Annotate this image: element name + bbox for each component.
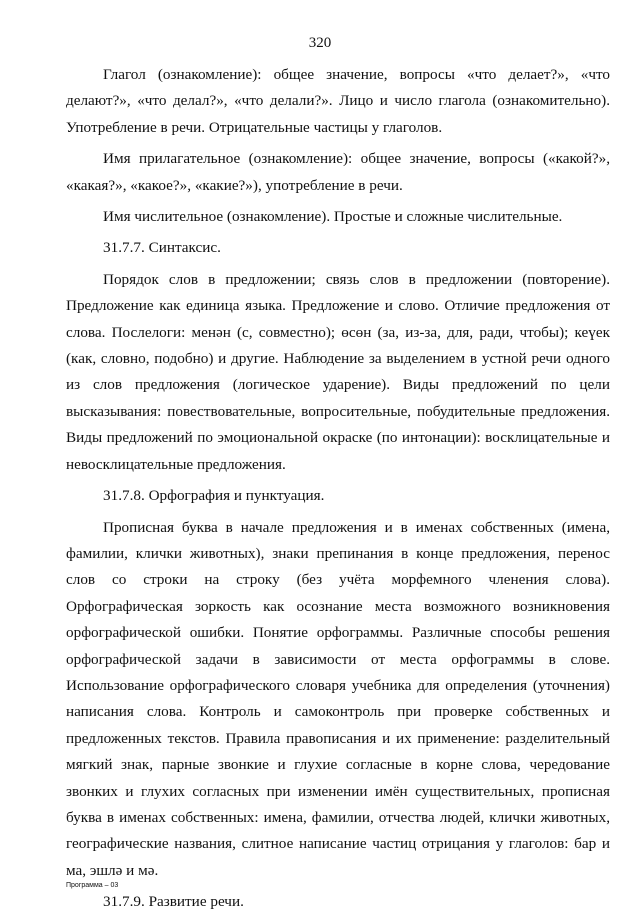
paragraph-verb: Глагол (ознакомление): общее значение, вопросы «что делает?», «что делают?», «что делал?», «что делали?». Лицо и число глагола (ознакомительно). Употребление в речи. Отрицательные частицы у глаголов. [66, 66, 610, 136]
paragraph-syntax: Порядок слов в предложении; связь слов в предложении (повторение). Предложение как единица языка. Предложение и слово. Отличие предложения от слова. Послелоги: менән (с, совместно); өсөн (за, из-за, для, ради, чтобы); кеүек (как, словно, подобно) и другие. Наблюдение за выделением в устной речи одного из слов предложения (логическое ударение). Виды предложений по цели высказывания: повествовательные, вопросительные, побудительные предложения. Виды предложений по эмоциональной окраске (по интонации): восклицательные и невосклицательные предложения. [66, 270, 610, 473]
page-number: 320 [308, 35, 332, 51]
paragraph-adjective: Имя прилагательное (ознакомление): общее значение, вопросы («какой?», «какая?», «какое?», «какие?»), употребление в речи. [66, 150, 610, 194]
paragraph-orthography: Прописная буква в начале предложения и в именах собственных (имена, фамилии, клички животных), знаки препинания в конце предложения, перенос слов со строки на строку (без учёта морфемного членения слова). Орфографическая зоркость как осознание места возможного возникновения орфографической ошибки. Понятие орфограммы. Различные способы решения орфографической задачи в зависимости от места орфограммы в слове. Использование орфографического словаря учебника для определения (уточнения) написания слова. Контроль и самоконтроль при проверке собственных и предложенных текстов. Правила правописания и их применение: разделительный мягкий знак, парные звонкие и глухие согласные в корне слова, чередование звонких и глухих согласных при изменении имён существительных, прописная буква в именах собственных: имена, фамилии, отчества людей, клички животных, географические названия, слитное написание частиц отрицания у глаголов: бар и ма, эшлә и мә. [66, 518, 610, 879]
body-text [66, 62, 610, 921]
section-heading-syntax: 31.7.7. Синтаксис. [103, 239, 221, 257]
section-heading-speech: 31.7.9. Развитие речи. [103, 893, 244, 911]
paragraph-numeral: Имя числительное (ознакомление). Простые и сложные числительные. [103, 208, 563, 226]
page-footer: Программа – 03 [66, 882, 119, 889]
section-heading-orthography: 31.7.8. Орфография и пунктуация. [103, 487, 325, 505]
